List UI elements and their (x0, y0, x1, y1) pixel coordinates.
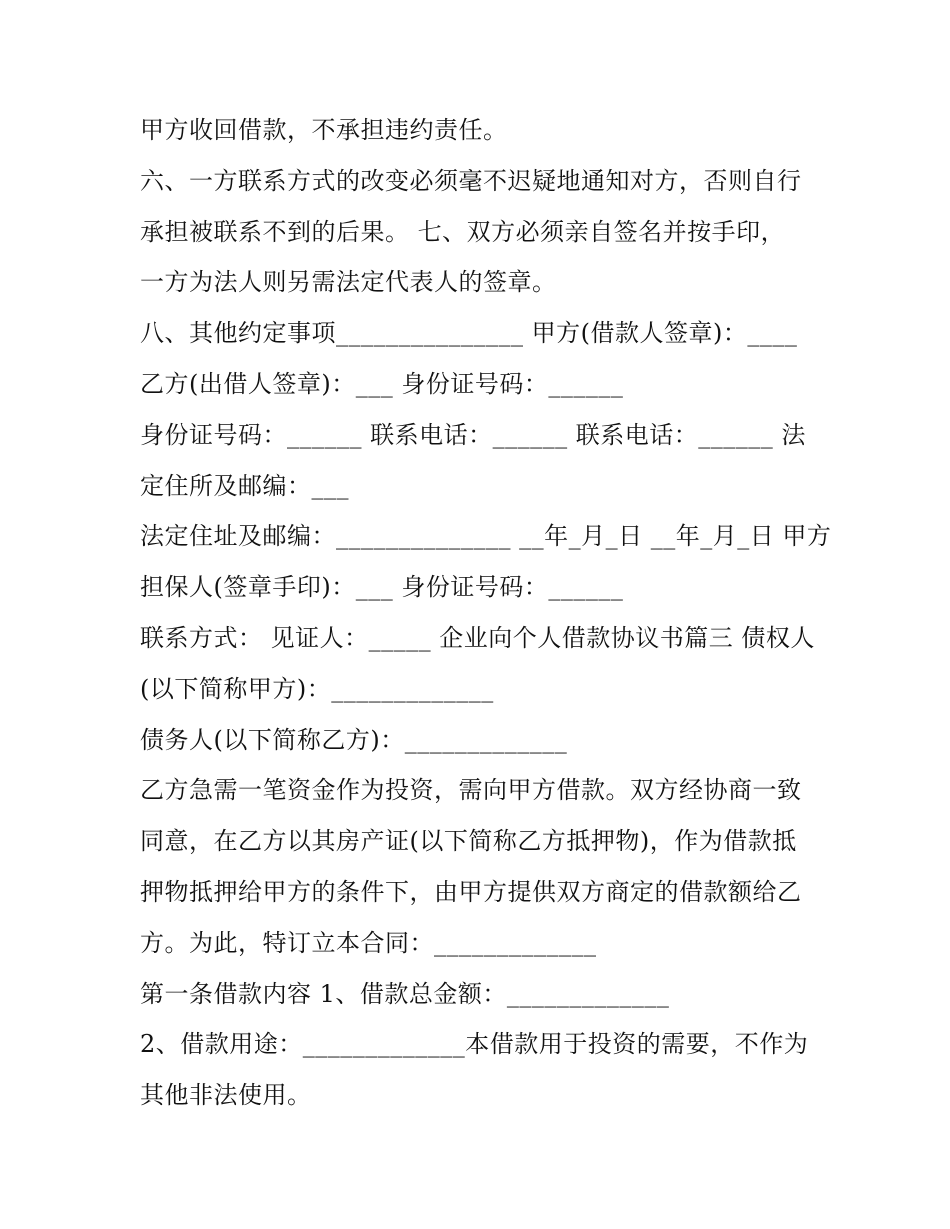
text-line: 承担被联系不到的后果。 七、双方必须亲自签名并按手印， (140, 217, 786, 246)
text-line: 乙方(出借人签章)：___ 身份证号码：______ (140, 369, 624, 398)
text-line: 债务人(以下简称乙方)：_____________ (140, 725, 568, 754)
text-line: (以下简称甲方)：_____________ (140, 674, 494, 703)
text-line: 2、借款用途：_____________本借款用于投资的需要，不作为 (140, 1030, 809, 1059)
text-line: 八、其他约定事项_______________ 甲方(借款人签章)：____ (140, 319, 798, 348)
text-line: 其他非法使用。 (140, 1081, 312, 1110)
document-body (140, 105, 832, 1121)
text-line: 甲方收回借款，不承担违约责任。 (140, 116, 508, 144)
text-line: 定住所及邮编：___ (140, 471, 349, 500)
text-line: 同意，在乙方以其房产证(以下简称乙方抵押物)，作为借款抵 (140, 827, 797, 856)
text-line: 担保人(签章手印)：___ 身份证号码：______ (140, 573, 624, 602)
text-line: 第一条借款内容 1、借款总金额：_____________ (140, 979, 670, 1008)
text-line: 方。为此，特订立本合同：_____________ (140, 928, 597, 957)
text-line: 法定住址及邮编：______________ __年_月_日 __年_月_日 甲方 (140, 522, 832, 551)
text-line: 联系方式： 见证人：_____ 企业向个人借款协议书篇三 债权人 (140, 623, 815, 652)
text-line: 押物抵押给甲方的条件下，由甲方提供双方商定的借款额给乙 (140, 877, 802, 906)
text-line: 一方为法人则另需法定代表人的签章。 (140, 268, 557, 297)
text-line: 六、一方联系方式的改变必须毫不迟疑地通知对方，否则自行 (140, 166, 802, 195)
text-line: 身份证号码：______ 联系电话：______ 联系电话：______ 法 (140, 420, 806, 449)
text-line: 乙方急需一笔资金作为投资，需向甲方借款。双方经协商一致 (140, 776, 802, 805)
